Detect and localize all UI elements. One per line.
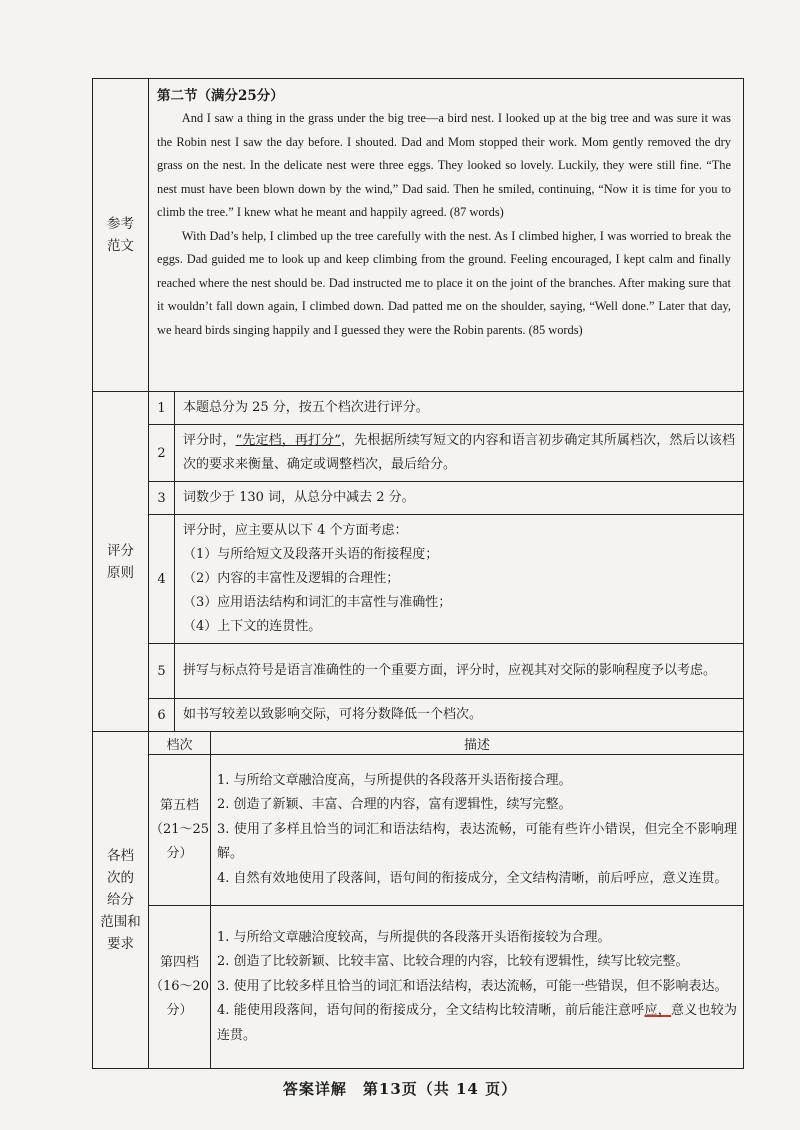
rule-number: 6 xyxy=(149,699,175,732)
grade-row-4 xyxy=(93,906,744,1069)
rule-text: 词数少于 130 词，从总分中减去 2 分。 xyxy=(175,482,744,515)
rule-row-4 xyxy=(93,515,744,644)
grade-level: 第五档 （21～25 分） xyxy=(149,755,211,906)
rule-text: 拼写与标点符号是语言准确性的一个重要方面，评分时，应视其对交际的影响程度予以考虑。 xyxy=(175,644,744,699)
rule-number: 4 xyxy=(149,515,175,644)
grading-label: 各档 次的 给分 范围和 要求 xyxy=(93,732,149,1069)
col-header-grade: 档次 xyxy=(149,732,211,755)
essay-paragraph-1: And I saw a thing in the grass under the big tree—a bird nest. I looked up at the big tree and was sure it was the Robin nest I saw the day before. I shouted. Dad and Mom stopped their work. Mom gently removed the dry grass on the nest. In the delicate nest were three eggs. They looked so lovely. Luckily, they were still fine. “The nest must have been blown down by the wind,” Dad said. Then he smiled, continuing, “Now it is time for you to climb the tree.” I knew what he meant and happily agreed. (87 words) xyxy=(157,111,731,219)
grade-level: 第四档 （16～20 分） xyxy=(149,906,211,1069)
scoring-table xyxy=(92,78,744,1069)
essay-paragraph-2: With Dad’s help, I climbed up the tree carefully with the nest. As I climbed higher, I was worried to break the eggs. Dad guided me to look up and keep climbing from the ground. Feeling encouraged, I kept calm and finally reached where the nest should be. Dad instructed me to place it on the joint of the branches. After making sure that it wouldn’t fall down again, I climbed down. Dad patted me on the shoulder, saying, “Well done.” Later that day, we heard birds singing happily and I guessed they were the Robin parents. (85 words) xyxy=(157,228,731,337)
rule-number: 5 xyxy=(149,644,175,699)
red-ink-underline: 应， xyxy=(644,1003,671,1019)
grading-header-row xyxy=(93,732,744,755)
essay-heading: 第二节（满分25分） xyxy=(157,88,284,104)
rule-row-1 xyxy=(93,392,744,425)
reference-essay xyxy=(149,79,744,392)
grade-description: 1. 与所给文章融洽度高，与所提供的各段落开头语衔接合理。 2. 创造了新颖、丰富、合理的内容，富有逻辑性，续写完整。 3. 使用了多样且恰当的词汇和语法结构，表达流畅，可能有些许小错误，但完全不影响理解。 4. 自然有效地使用了段落间，语句间的衔接成分，全文结构清晰，前后呼应，意义连贯。 xyxy=(211,755,744,906)
rule-text: 如书写较差以致影响交际，可将分数降低一个档次。 xyxy=(175,699,744,732)
reference-label: 参考 范文 xyxy=(93,79,149,392)
grade-row-5 xyxy=(93,755,744,906)
page-footer: 答案详解 第13页（共 14 页） xyxy=(282,1080,518,1098)
answer-page xyxy=(92,78,744,1069)
rule-row-6 xyxy=(93,699,744,732)
rule-number: 1 xyxy=(149,392,175,425)
rule-row-5 xyxy=(93,644,744,699)
grade-description: 1. 与所给文章融洽度较高，与所提供的各段落开头语衔接较为合理。 2. 创造了比较新颖、比较丰富、比较合理的内容，比较有逻辑性，续写比较完整。 3. 使用了比较多样且恰当的词汇和语法结构，表达流畅，可能一些错误，但不影响表达。 4. 能使用段落间，语句间的衔接成分，全文结构比较清晰，前后能注意呼应，意义也较为连贯。 xyxy=(211,906,744,1069)
principles-label: 评分 原则 xyxy=(93,392,149,732)
rule-number: 2 xyxy=(149,425,175,482)
rule-row-3 xyxy=(93,482,744,515)
reference-row xyxy=(93,79,744,392)
rule-row-2 xyxy=(93,425,744,482)
underlined-phrase: “先定档，再打分” xyxy=(235,433,341,448)
rule-text: 评分时，应主要从以下 4 个方面考虑： （1）与所给短文及段落开头语的衔接程度； （2）内容的丰富性及逻辑的合理性； （3）应用语法结构和词汇的丰富性与准确性； （4）上下文的连贯性。 xyxy=(175,515,744,644)
rule-text: 本题总分为 25 分，按五个档次进行评分。 xyxy=(175,392,744,425)
col-header-description: 描述 xyxy=(211,732,744,755)
rule-number: 3 xyxy=(149,482,175,515)
rule-text: 评分时，“先定档，再打分”，先根据所续写短文的内容和语言初步确定其所属档次，然后以该档次的要求来衡量、确定或调整档次，最后给分。 xyxy=(175,425,744,482)
